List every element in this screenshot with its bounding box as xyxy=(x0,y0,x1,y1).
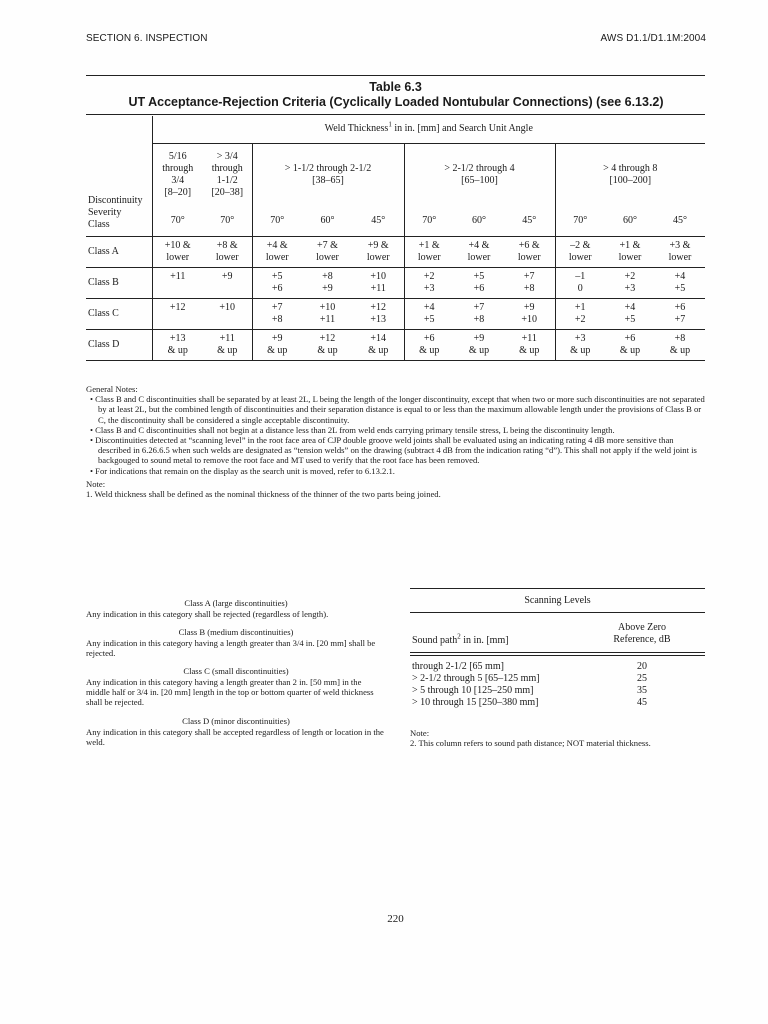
angle-cell: 60° xyxy=(320,214,335,226)
class-label: Class B xyxy=(88,276,119,288)
scan-row xyxy=(410,661,705,673)
class-label: Class A xyxy=(88,245,119,257)
angle-cell: 70° xyxy=(555,206,605,236)
range-3: > 1-1/2 through 2-1/2 [38–65] xyxy=(252,143,404,206)
rating-cell: +8 & lower xyxy=(215,239,239,263)
rating-cell: +11 xyxy=(152,267,203,298)
weld-thickness-header: Weld Thickness$^1$ in in. [mm] and Search Unit Angle xyxy=(152,116,705,143)
angle-cell: 45° xyxy=(673,214,687,226)
rating-cell: +9 & lower xyxy=(366,239,390,263)
rating-cell: +4 +5 xyxy=(624,301,636,325)
rating-cell: +12 +13 xyxy=(370,301,387,325)
scan-rows xyxy=(410,661,705,709)
rating-cell: +4 +5 xyxy=(404,298,454,329)
rating-cell: +4 & lower xyxy=(252,236,302,267)
general-notes-heading: General Notes: xyxy=(86,384,138,394)
scanning-levels-title: Scanning Levels xyxy=(524,595,591,606)
rating-cell: +7 & lower xyxy=(316,239,339,263)
note-item: • For indications that remain on the display as the search unit is moved, refer to 6.13.2.1. xyxy=(90,465,395,476)
class-label: Class C xyxy=(88,307,119,319)
rating-cell: +11 & up xyxy=(217,332,238,356)
table-title: UT Acceptance-Rejection Criteria (Cyclically Loaded Nontubular Connections) (see 6.13.2) xyxy=(128,95,664,109)
angle-cell: 70° xyxy=(404,206,454,236)
rating-cell: +1 +2 xyxy=(555,298,605,329)
scan-row xyxy=(410,697,705,709)
scan-header-rule-1 xyxy=(410,652,705,653)
rating-cell: +3 & up xyxy=(555,329,605,360)
angle-cell: 70° xyxy=(152,206,203,236)
rating-cell: +6 & up xyxy=(404,329,454,360)
rating-cell: +12 & up xyxy=(317,332,338,356)
sound-path-value: > 5 through 10 [125–250 mm] xyxy=(412,685,534,696)
class-b-description: Class B (medium discontinuities) Any indication in this category having a length greater than 3/4 in. [20 mm] shall be rejected. xyxy=(86,627,376,658)
general-notes xyxy=(86,384,708,499)
rating-cell: +7 +8 xyxy=(473,301,485,325)
angle-cell: 70° xyxy=(252,206,302,236)
class-c-description: Class C (small discontinuities) Any indication in this category having a length greater than 2 in. [50 mm] in the middle half or 3/4 in. [20 mm] length in the top or bottom quarter of weld thickness shall be rejected. xyxy=(86,666,374,707)
rating-cell: +10 xyxy=(219,301,236,313)
document-id: AWS D1.1/D1.1M:2004 xyxy=(600,33,706,44)
rating-cell: +4 & lower xyxy=(467,239,491,263)
class-d-description: Class D (minor discontinuities) Any indication in this category shall be accepted regardless of length or location in the weld. xyxy=(86,716,384,747)
table-row xyxy=(86,329,705,360)
range-2: > 3/4 through 1-1/2 [20–38] xyxy=(211,150,244,198)
table-row xyxy=(86,236,705,267)
rating-cell: +9 +10 xyxy=(521,301,538,325)
scan-top-rule xyxy=(410,588,705,589)
angle-cell: 45° xyxy=(522,214,537,226)
class-a-description: Class A (large discontinuities) Any indication in this category shall be rejected (regardless of length). xyxy=(86,598,329,619)
rating-cell: +10 +11 xyxy=(370,270,387,294)
db-value: 45 xyxy=(637,697,647,708)
rating-cell: +5 +6 xyxy=(473,270,485,294)
rating-cell: +7 +8 xyxy=(252,298,302,329)
rating-cell: +10 +11 xyxy=(319,301,336,325)
scan-header-rule-2 xyxy=(410,655,705,656)
scan-title-rule xyxy=(410,612,705,613)
range-1: 5/16 through 3/4 [8–20] xyxy=(152,143,203,206)
rating-cell: +6 & up xyxy=(619,332,641,356)
severity-class-label: Discontinuity Severity Class xyxy=(88,194,143,230)
db-value: 35 xyxy=(637,685,647,696)
rating-cell: +13 & up xyxy=(152,329,203,360)
rating-cell: +12 xyxy=(152,298,203,329)
note-item: • Class B and C discontinuities shall not begin at a distance less than 2L from weld ends carrying primary tensile stress, L being the discontinuity length. xyxy=(90,424,615,435)
db-header: Above Zero Reference, dB xyxy=(613,622,671,645)
db-value: 20 xyxy=(637,661,647,672)
title-rule xyxy=(86,114,705,115)
rating-cell: +6 +7 xyxy=(674,301,686,325)
table-row xyxy=(86,298,705,329)
scan-row xyxy=(410,673,705,685)
range-5: > 4 through 8 [100–200] xyxy=(555,143,705,206)
rating-cell: +8 +9 xyxy=(322,270,333,294)
rating-cell: +9 & up xyxy=(252,329,302,360)
ut-criteria-table xyxy=(86,116,705,361)
rating-cell: +9 xyxy=(221,270,233,282)
rating-cell: +2 +3 xyxy=(624,270,636,294)
scan-row xyxy=(410,685,705,697)
rating-cell: +10 & lower xyxy=(152,236,203,267)
rating-cell: +3 & lower xyxy=(668,239,692,263)
angle-cell: 70° xyxy=(220,214,235,226)
table-row xyxy=(86,267,705,298)
scan-column-headers xyxy=(410,620,705,650)
note-1: 1. Weld thickness shall be defined as the nominal thickness of the thinner of the two parts being joined. xyxy=(86,489,441,500)
rating-cell: +8 & up xyxy=(669,332,691,356)
rating-cell: +5 +6 xyxy=(252,267,302,298)
db-value: 25 xyxy=(637,673,647,684)
rating-cell: +11 & up xyxy=(519,332,540,356)
note-item: • Class B and C discontinuities shall be separated by at least 2L, L being the length of the longer discontinuity, except that when two or more such discontinuities are not separated by at least 2L, but the combined length of discontinuities and their separation distance is equal to or less than the maximum allowable length under the provisions of Class B or C, the discontinuity shall be considered a single acceptable discontinuity. xyxy=(90,394,705,425)
blank-corner xyxy=(86,116,152,143)
rating-cell: +1 & lower xyxy=(618,239,642,263)
rating-cell: +4 +5 xyxy=(674,270,686,294)
section-header: SECTION 6. INSPECTION xyxy=(86,33,208,44)
rating-cell: +6 & lower xyxy=(517,239,541,263)
table-number: Table 6.3 xyxy=(369,80,422,94)
sound-path-value: > 2-1/2 through 5 [65–125 mm] xyxy=(412,673,540,684)
note-item: • Discontinuities detected at “scanning level” in the root face area of CJP double groove weld joints shall be evaluated using an indicating rating 4 dB more sensitive than described in 6.26.6.5 when such welds are designated as “tension welds” on the drawing (subtract 4 dB from the indication rating “d”). This shall not apply if the weld joint is backgouged to sound metal to remove the root face and MT used to verify that the root face has been removed. xyxy=(90,435,697,466)
rating-cell: –1 0 xyxy=(555,267,605,298)
rating-cell: +14 & up xyxy=(368,332,389,356)
table-body xyxy=(86,236,705,360)
sound-path-header: Sound path$^2$ in in. [mm] xyxy=(412,632,509,646)
sound-path-value: through 2-1/2 [65 mm] xyxy=(412,661,504,672)
angle-cell: 60° xyxy=(472,214,486,226)
sound-path-value: > 10 through 15 [250–380 mm] xyxy=(412,697,539,708)
note-heading: Note: xyxy=(86,478,106,489)
rating-cell: –2 & lower xyxy=(555,236,605,267)
scan-notes: Note: 2. This column refers to sound path distance; NOT material thickness. xyxy=(410,728,651,748)
angle-cell: 45° xyxy=(371,214,386,226)
rating-cell: +9 & up xyxy=(468,332,490,356)
range-4: > 2-1/2 through 4 [65–100] xyxy=(404,143,555,206)
angle-cell: 60° xyxy=(623,214,637,226)
page-number: 220 xyxy=(387,913,404,925)
rating-cell: +7 +8 xyxy=(523,270,535,294)
rating-cell: +2 +3 xyxy=(404,267,454,298)
class-label: Class D xyxy=(88,338,120,350)
rating-cell: +1 & lower xyxy=(404,236,454,267)
top-rule xyxy=(86,75,705,76)
